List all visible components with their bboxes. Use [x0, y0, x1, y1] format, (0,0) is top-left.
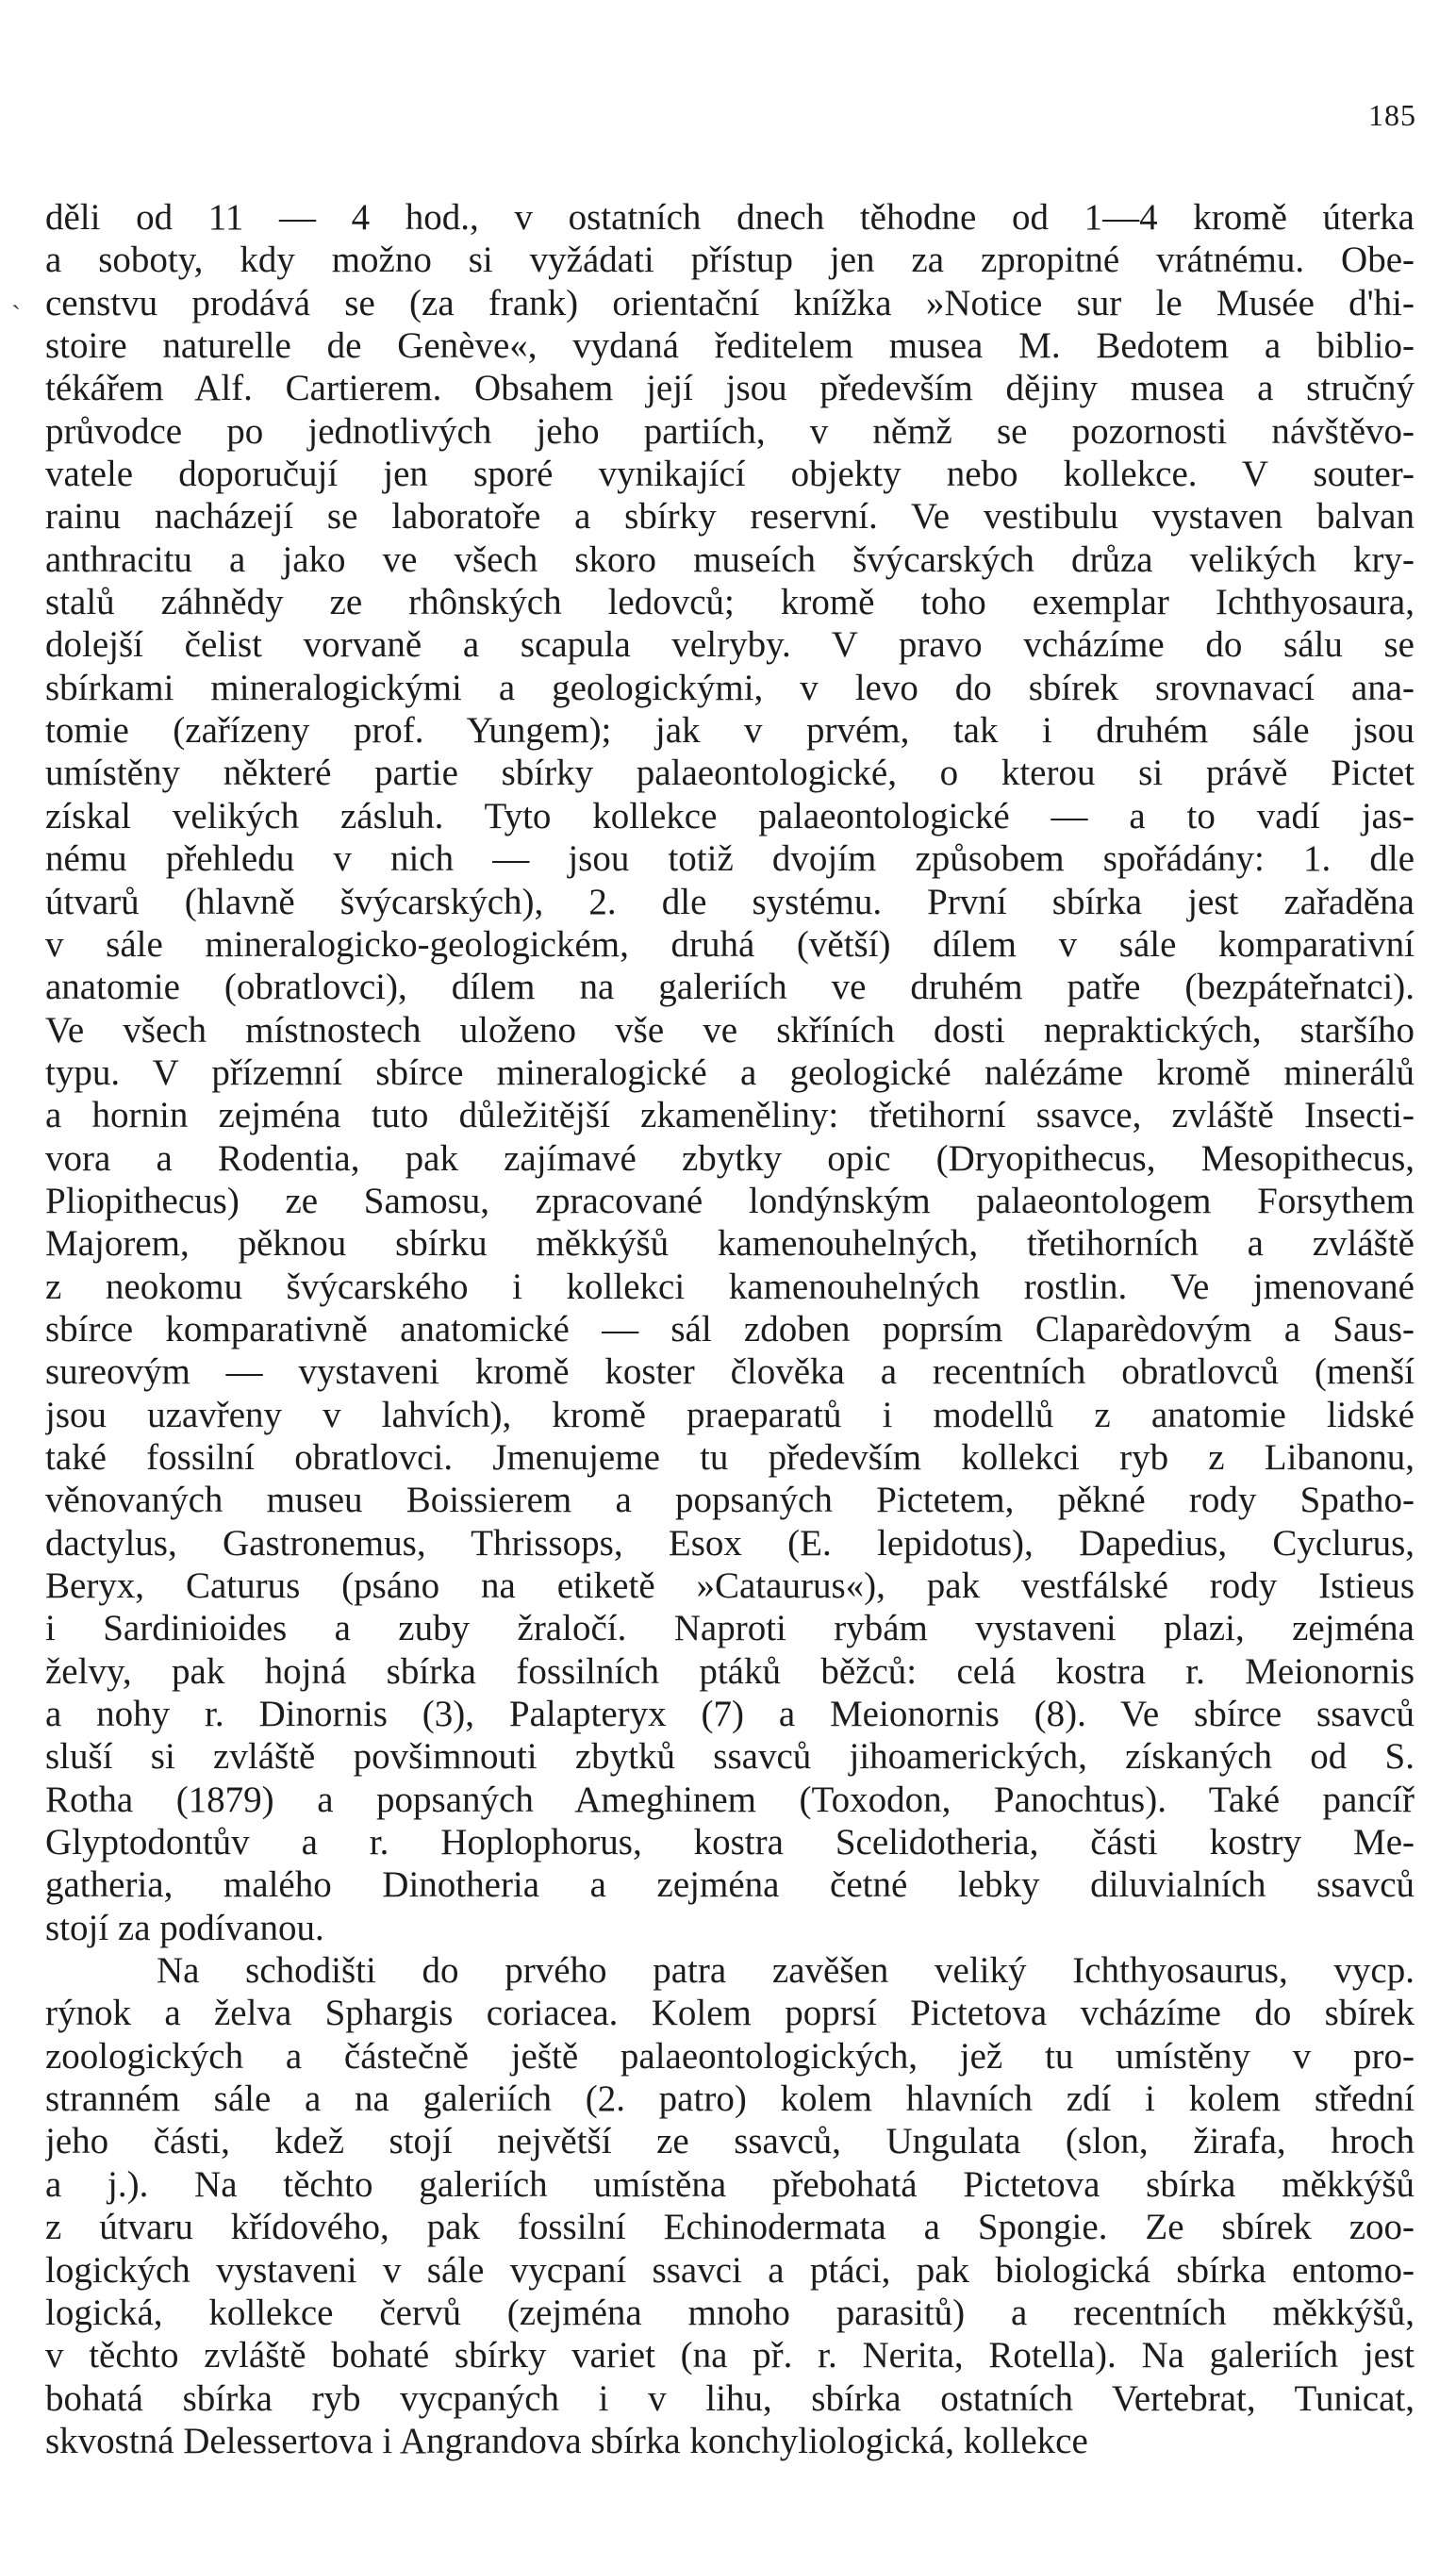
page-number: 185	[1368, 98, 1416, 132]
text-line: Pliopithecus) ze Samosu, zpracované londýnským palaeontologem Forsythem	[45, 1180, 1415, 1221]
text-line: jsou uzavřeny v lahvích), kromě praeparatů i modellů z anatomie lidské	[45, 1394, 1415, 1435]
text-line: sbírce komparativně anatomické — sál zdoben poprsím Claparèdovým a Saus-	[45, 1308, 1415, 1349]
text-line: sureovým — vystaveni kromě koster člověka a recentních obratlovců (menší	[45, 1351, 1415, 1393]
text-line: i Sardinioides a zuby žraločí. Naproti rybám vystaveni plazi, zejména	[45, 1608, 1415, 1649]
text-line: z útvaru křídového, pak fossilní Echinodermata a Spongie. Ze sbírek zoo-	[45, 2207, 1415, 2248]
text-line: Na schodišti do prvého patra zavěšen veliký Ichthyosaurus, vycp.	[157, 1950, 1415, 1992]
text-line: tomie (zařízeny prof. Yungem); jak v prvém, tak i druhém sále jsou	[45, 710, 1415, 752]
text-line: logická, kollekce červů (zejména mnoho parasitů) a recentních měkkýšů,	[45, 2292, 1415, 2333]
text-line: vatele doporučují jen sporé vynikající objekty nebo kollekce. V souter-	[45, 454, 1415, 495]
text-line: dactylus, Gastronemus, Thrissops, Esox (E. lepidotus), Dapedius, Cyclurus,	[45, 1522, 1415, 1564]
text-line: získal velikých zásluh. Tyto kollekce palaeontologické — a to vadí jas-	[45, 795, 1415, 836]
text-line: želvy, pak hojná sbírka fossilních ptáků běžců: celá kostra r. Meionornis	[45, 1650, 1415, 1692]
text-line: útvarů (hlavně švýcarských), 2. dle systému. První sbírka jest zařaděna	[45, 881, 1415, 922]
text-line: sbírkami mineralogickými a geologickými, v levo do sbírek srovnavací ana-	[45, 667, 1415, 708]
text-line: v sále mineralogicko-geologickém, druhá (větší) dílem v sále komparativní	[45, 923, 1415, 965]
body-text	[45, 196, 1415, 2462]
text-line: a hornin zejména tuto důležitější zkameněliny: třetihorní ssavce, zvláště Insecti-	[45, 1095, 1415, 1136]
text-line: a nohy r. Dinornis (3), Palapteryx (7) a Meionornis (8). Ve sbírce ssavců	[45, 1694, 1415, 1735]
text-line: gatheria, malého Dinotheria a zejména četné lebky diluvialních ssavců	[45, 1864, 1415, 1906]
text-line: Rotha (1879) a popsaných Ameghinem (Toxodon, Panochtus). Také pancíř	[45, 1779, 1415, 1820]
text-line: Majorem, pěknou sbírku měkkýšů kamenouhelných, třetihorních a zvláště	[45, 1223, 1415, 1265]
text-line: také fossilní obratlovci. Jmenujeme tu především kollekci ryb z Libanonu,	[45, 1436, 1415, 1478]
text-line: a soboty, kdy možno si vyžádati přístup jen za zpropitné vrátnému. Obe-	[45, 240, 1415, 281]
text-line: stranném sále a na galeriích (2. patro) kolem hlavních zdí i kolem střední	[45, 2078, 1415, 2120]
text-line: logických vystaveni v sále vycpaní ssavci a ptáci, pak biologická sbírka entomo-	[45, 2249, 1415, 2291]
text-line: skvostná Delessertova i Angrandova sbírka konchyliologická, kollekce	[45, 2420, 1088, 2461]
text-line: průvodce po jednotlivých jeho partiích, v němž se pozornosti návštěvo-	[45, 410, 1415, 452]
text-line: jeho části, kdež stojí největší ze ssavců, Ungulata (slon, žirafa, hroch	[45, 2121, 1415, 2162]
text-line: stalů záhnědy ze rhônských ledovců; kromě toho exemplar Ichthyosaura,	[45, 582, 1415, 623]
text-line: vora a Rodentia, pak zajímavé zbytky opic (Dryopithecus, Mesopithecus,	[45, 1137, 1415, 1179]
text-line: dolejší čelist vorvaně a scapula velryby. V pravo vcházíme do sálu se	[45, 624, 1415, 666]
text-line: bohatá sbírka ryb vycpaných i v lihu, sbírka ostatních Vertebrat, Tunicat,	[45, 2377, 1415, 2419]
text-line: rýnok a želva Sphargis coriacea. Kolem poprsí Pictetova vcházíme do sbírek	[45, 1993, 1415, 2034]
stray-mark: `	[11, 300, 21, 331]
text-line: Ve všech místnostech uloženo vše ve skříních dosti nepraktických, staršího	[45, 1009, 1415, 1051]
text-line: stojí za podívanou.	[45, 1907, 324, 1948]
text-line: v těchto zvláště bohaté sbírky variet (na př. r. Nerita, Rotella). Na galeriích jest	[45, 2335, 1415, 2376]
text-line: z neokomu švýcarského i kollekci kamenouhelných rostlin. Ve jmenované	[45, 1266, 1415, 1307]
text-line: typu. V přízemní sbírce mineralogické a geologické nalézáme kromě minerálů	[45, 1051, 1415, 1093]
text-line: umístěny některé partie sbírky palaeontologické, o kterou si právě Pictet	[45, 753, 1415, 794]
paragraph	[45, 196, 1415, 1949]
text-line: sluší si zvláště povšimnouti zbytků ssavců jihoamerických, získaných od S.	[45, 1736, 1415, 1778]
text-line: tékářem Alf. Cartierem. Obsahem její jsou především dějiny musea a stručný	[45, 368, 1415, 409]
text-line: nému přehledu v nich — jsou totiž dvojím způsobem spořádány: 1. dle	[45, 838, 1415, 880]
text-line: stoire naturelle de Genève«, vydaná ředitelem musea M. Bedotem a biblio-	[45, 325, 1415, 367]
paragraph	[45, 1949, 1415, 2462]
text-line: censtvu prodává se (za frank) orientační knížka »Notice sur le Musée d'hi-	[45, 282, 1415, 323]
text-line: anthracitu a jako ve všech skoro museích švýcarských drůza velikých kry-	[45, 538, 1415, 580]
text-line: zoologických a částečně ještě palaeontologických, jež tu umístěny v pro-	[45, 2035, 1415, 2077]
text-line: děli od 11 — 4 hod., v ostatních dnech těhodne od 1—4 kromě úterka	[45, 197, 1415, 238]
text-line: anatomie (obratlovci), dílem na galeriích ve druhém patře (bezpáteřnatci).	[45, 967, 1415, 1008]
text-line: rainu nacházejí se laboratoře a sbírky reservní. Ve vestibulu vystaven balvan	[45, 496, 1415, 538]
text-line: a j.). Na těchto galeriích umístěna přebohatá Pictetova sbírka měkkýšů	[45, 2163, 1415, 2205]
text-line: Beryx, Caturus (psáno na etiketě »Cataurus«), pak vestfálské rody Istieus	[45, 1565, 1415, 1606]
text-line: Glyptodontův a r. Hoplophorus, kostra Scelidotheria, části kostry Me-	[45, 1822, 1415, 1863]
text-line: věnovaných museu Boissierem a popsaných Pictetem, pěkné rody Spatho-	[45, 1480, 1415, 1521]
